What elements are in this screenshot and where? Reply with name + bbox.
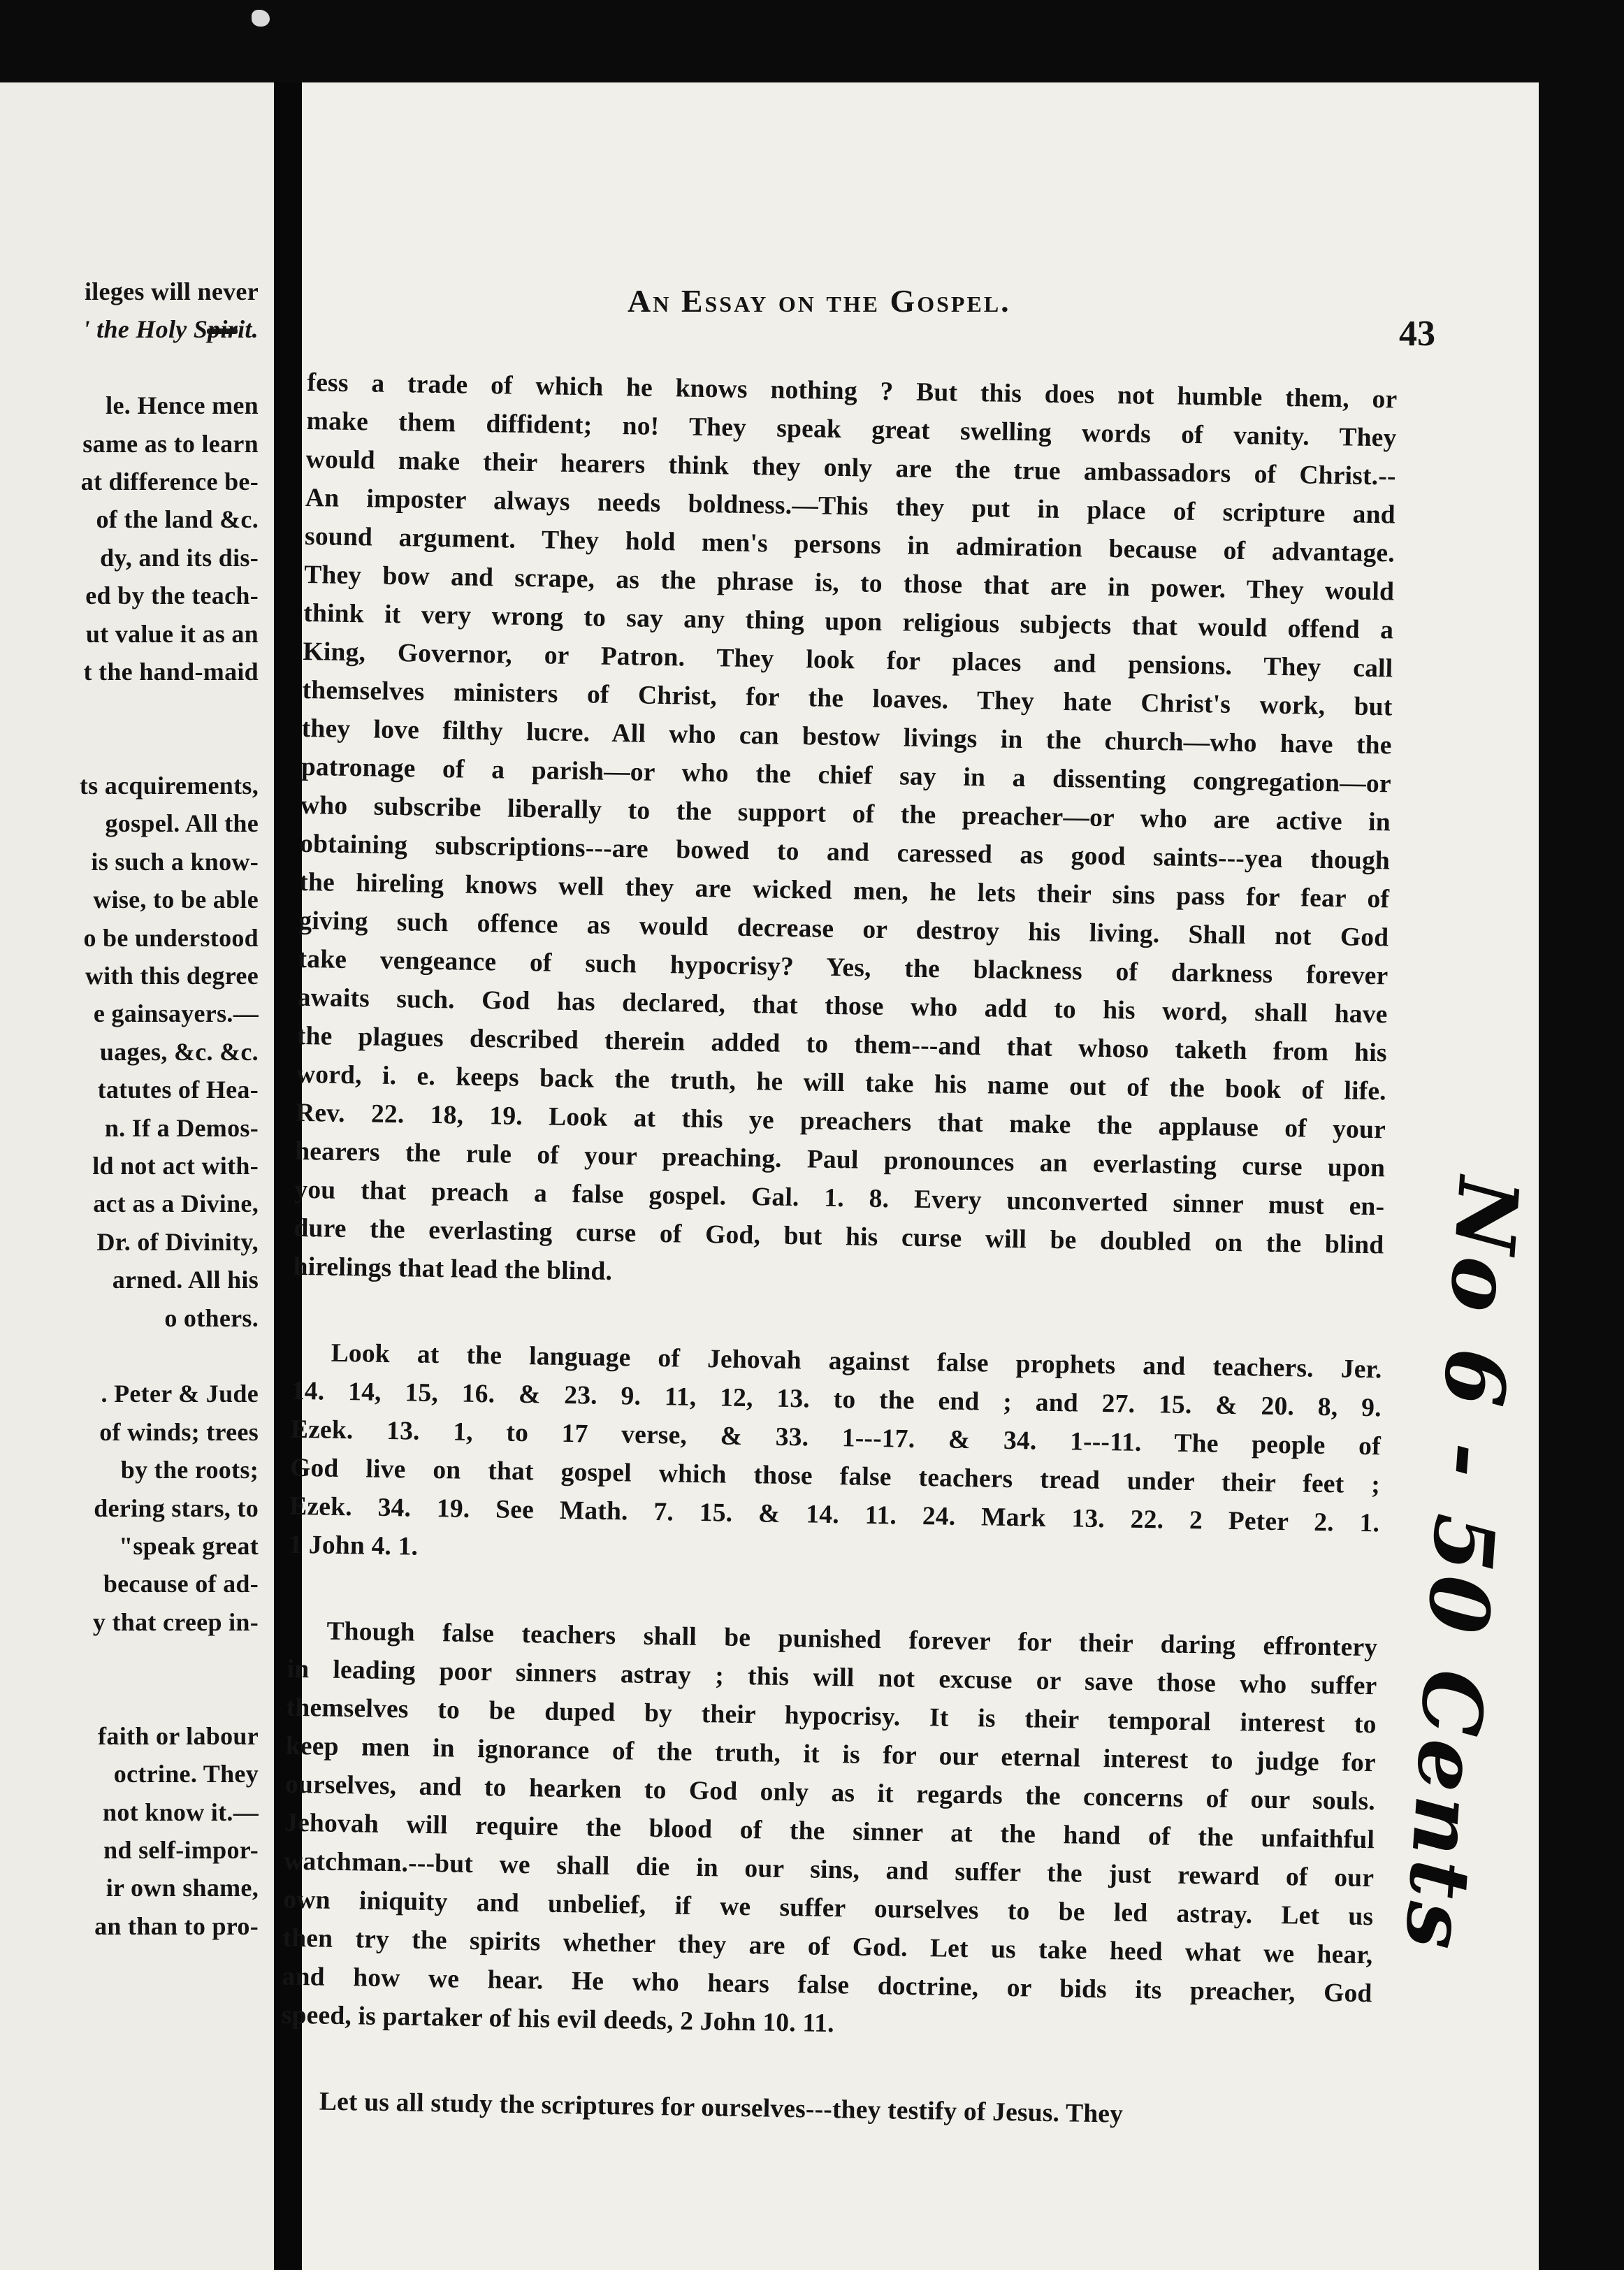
left-page-line: e gainsayers.— [93,999,259,1028]
body-line: hirelings that lead the blind. [293,1252,613,1287]
body-line: Ezek. 13. 1, to 17 verse, & 33. 1---17. & 34. 1---11. The people of [290,1415,1382,1461]
body-line: the hireling knows well they are wicked men, he lets their sins pass for fear of [299,867,1390,914]
body-line: word, i. e. keeps back the truth, he will take his name out of the book of life. [296,1060,1387,1106]
left-page-line: by the roots; [120,1456,259,1484]
body-line: own iniquity and unbelief, if we suffer ourselves to be led astray. Let us [283,1885,1374,1932]
left-page-line: same as to learn [82,429,259,458]
left-page-line: y that creep in- [92,1607,259,1636]
left-page-line [0,729,259,767]
left-page-line: octrine. They [113,1760,259,1788]
body-line: Ezek. 34. 19. See Math. 7. 15. & 14. 11. 24. Mark 13. 22. 2 Peter 2. 1. [289,1491,1380,1538]
left-page-text-column [0,273,259,1945]
left-page-line: "speak great [119,1531,259,1560]
left-page-line: ts acquirements, [79,772,259,800]
left-page-line [0,1337,259,1375]
left-page-line: with this degree [85,962,259,990]
body-line: obtaining subscriptions---are bowed to and caressed as good saints---yea though [299,829,1391,876]
body-line: 14. 14, 15, 16. & 23. 9. 11, 12, 13. to the end ; and 27. 15. & 20. 8, 9. [291,1376,1382,1423]
left-page-line: ut value it as an [85,619,259,648]
page-number: 43 [1399,314,1435,354]
body-line: Look at the language of Jehovah against false prophets and teachers. Jer. [331,1338,1382,1385]
left-page-line: dy, and its dis- [100,543,259,572]
body-line: ourselves, and to hearken to God only as it regards the concerns of our souls. [284,1770,1376,1816]
left-page-line: ed by the teach- [85,581,259,610]
left-page-line: uages, &c. &c. [99,1037,259,1066]
body-line: dure the everlasting curse of God, but his curse will be doubled on the blind [293,1213,1384,1260]
body-line: Jehovah will require the blood of the sinner at the hand of the unfaithful [284,1808,1375,1855]
body-line: take vengeance of such hypocrisy? Yes, the blackness of darkness forever [298,944,1389,991]
body-line: Though false teachers shall be punished forever for their daring effrontery [326,1617,1378,1663]
left-page-line [0,691,259,728]
body-line: and how we hear. He who hears false doctrine, or bids its preacher, God [282,1962,1372,2009]
left-page-line: le. Hence men [106,391,259,420]
body-line: the plagues described therein added to them---and that whoso taketh from his [296,1021,1388,1068]
left-page-line: tatutes of Hea- [97,1076,259,1104]
body-line: God live on that gospel which those false teachers tread under their feet ; [289,1453,1381,1500]
body-line: make them diffident; no! They speak great swelling words of vanity. They [306,406,1397,453]
body-line: in leading poor sinners astray ; this will not excuse or save those who suffer [287,1654,1377,1701]
left-page [0,82,274,2270]
left-page-line: faith or labour [98,1721,259,1750]
left-page-line: gospel. All the [105,809,259,838]
left-page-line: o be understood [83,923,259,952]
body-line: Rev. 22. 18, 19. Look at this ye preachers that make the applause of your [295,1098,1386,1145]
body-line: would make their hearers think they only are the true ambassadors of Christ.-- [305,444,1396,491]
left-page-line: an than to pro- [94,1911,259,1940]
body-line: keep men in ignorance of the truth, it is for our eternal interest to judge for [285,1731,1377,1778]
left-page-line: arned. All his [112,1266,259,1294]
body-line: giving such offence as would decrease or destroy his living. Shall not God [298,906,1389,953]
left-page-line: is such a know- [91,847,259,876]
left-page-line: at difference be- [80,467,259,496]
left-page-line: t the hand-maid [83,657,259,686]
left-page-line: Dr. of Divinity, [96,1227,259,1256]
body-text [280,363,1398,2137]
left-page-line: nd self-impor- [103,1836,259,1865]
left-page-line: of the land &c. [96,505,259,534]
left-page-line: ' the Holy Spirit. [82,315,259,344]
left-page-line: of winds; trees [99,1417,259,1446]
body-line: awaits such. God has declared, that those who add to his word, shall have [297,983,1388,1029]
body-line: watchman.---but we shall die in our sins, and suffer the just reward of our [284,1846,1375,1893]
left-page-line [0,349,259,386]
body-line: speed, is partaker of his evil deeds, 2 John 10. 11. [281,2000,835,2039]
body-line: An imposter always needs boldness.—This they put in place of scripture and [305,483,1396,530]
body-line: you that preach a false gospel. Gal. 1. 8. Every unconverted sinner must en- [294,1175,1385,1222]
left-page-line: not know it.— [103,1798,259,1826]
paragraph [289,1333,1382,1581]
body-line: 1 John 4. 1. [289,1530,419,1561]
left-page-line: wise, to be able [93,885,259,914]
body-line: themselves ministers of Christ, for the loaves. They hate Christ's work, but [302,675,1393,722]
body-line: sound argument. They hold men's persons in admiration because of advantage. [304,521,1395,568]
body-line: think it very wrong to say any thing upon religious subjects that would offend a [303,598,1394,645]
marginalia-text: No 6 - 50 Cents [1386,1174,1537,1957]
paragraph [293,363,1398,1303]
left-page-line: ileges will never [84,277,259,305]
body-line: fess a trade of which he knows nothing ? But this does not humble them, or [307,368,1398,414]
body-line: hearers the rule of your preaching. Paul pronounces an everlasting curse upon [294,1136,1386,1183]
body-line: They bow and scrape, as the phrase is, to those that are in power. They would [303,560,1395,607]
handwritten-marginalia [1386,1174,1551,1957]
left-page-line: act as a Divine, [93,1190,259,1218]
body-line: then try the spirits whether they are of God. Let us take heed what we hear, [282,1923,1373,1970]
left-page-line [0,1679,259,1716]
body-line: King, Governor, or Patron. They look for places and pensions. They call [303,637,1393,684]
left-page-line: n. If a Demos- [104,1113,259,1142]
left-page-line: dering stars, to [94,1494,259,1522]
body-line: they love filthy lucre. All who can bestow livings in the church—who have the [301,714,1392,760]
left-page-line: ld not act with- [92,1151,259,1180]
left-page-line: o others. [164,1303,259,1332]
body-line: who subscribe liberally to the support of the preacher—or who are active in [300,790,1391,837]
paragraph [281,1612,1377,2051]
body-line: themselves to be duped by their hypocrisy. It is their temporal interest to [286,1693,1377,1740]
left-page-line [0,1641,259,1679]
left-page-line: . Peter & Jude [101,1380,259,1408]
left-page-line: because of ad- [103,1570,259,1598]
running-head: An Essay on the Gospel. [628,283,1011,319]
left-page-line: ir own shame, [106,1874,259,1902]
scan-speck [252,10,270,27]
body-line: patronage of a parish—or who the chief say in a dissenting congregation—or [300,752,1392,799]
body-line: Let us all study the scriptures for ourselves---they testify of Jesus. They [319,2087,1124,2129]
